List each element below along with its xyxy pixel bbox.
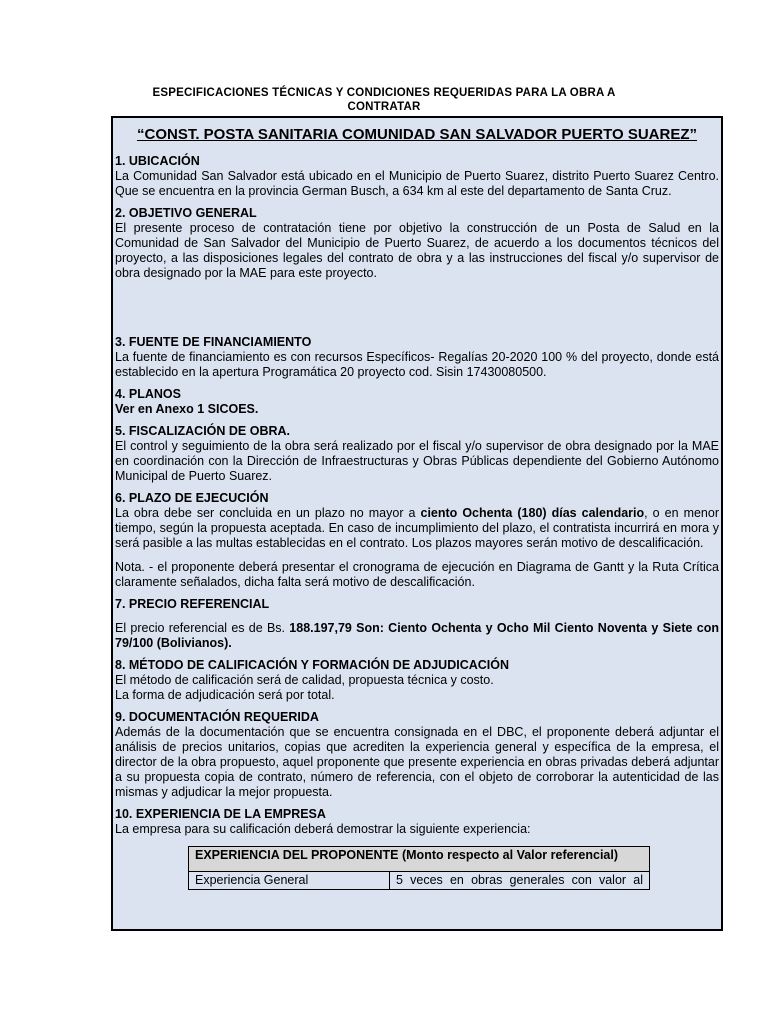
experience-value-word: valor xyxy=(598,873,627,887)
project-title-open-quote: “ xyxy=(136,126,145,143)
section-heading-fiscalizacion: 5. FISCALIZACIÓN DE OBRA. xyxy=(115,424,291,438)
experience-row-value xyxy=(390,872,650,890)
specifications-content xyxy=(115,126,719,890)
section-text-planos: Ver en Anexo 1 SICOES. xyxy=(115,402,259,416)
plazo-note: Nota. - el proponente deberá presentar el cronograma de ejecución en Diagrama de Gantt y la Ruta Crítica claramente señalados, dicha falta será motivo de descalificación. xyxy=(115,560,719,589)
section-heading-metodo: 8. MÉTODO DE CALIFICACIÓN Y FORMACIÓN DE ADJUDICACIÓN xyxy=(115,658,510,672)
section-heading-plazo: 6. PLAZO DE EJECUCIÓN xyxy=(115,491,269,505)
project-title-text: CONST. POSTA SANITARIA COMUNIDAD SAN SALVADOR PUERTO SUAREZ xyxy=(144,126,690,143)
specifications-frame xyxy=(111,116,723,931)
section-heading-ubicacion: 1. UBICACIÓN xyxy=(115,154,200,168)
plazo-text-part-a: La obra debe ser concluida en un plazo no mayor a xyxy=(115,506,421,520)
document-title: ESPECIFICACIONES TÉCNICAS Y CONDICIONES REQUERIDAS PARA LA OBRA A CONTRATAR xyxy=(152,87,616,113)
section-heading-financiamiento: 3. FUENTE DE FINANCIAMIENTO xyxy=(115,335,312,349)
precio-text-part-a: El precio referencial es de Bs. xyxy=(115,621,290,635)
precio-text-bold: 188.197,79 Son: Ciento Ochenta y Ocho Mil Ciento Noventa y Siete con 79/100 (Bolivianos). xyxy=(115,621,719,650)
section-heading-documentacion: 9. DOCUMENTACIÓN REQUERIDA xyxy=(115,710,319,724)
experience-value-word: obras xyxy=(471,873,503,887)
section-heading-planos: 4. PLANOS xyxy=(115,387,181,401)
experience-value-word: al xyxy=(633,873,643,887)
experience-value-word: generales xyxy=(509,873,565,887)
project-title xyxy=(115,126,719,144)
section-text-ubicacion: La Comunidad San Salvador está ubicado en el Municipio de Puerto Suarez, distrito Puerto Suarez Centro. Que se encuentra en la provincia German Busch, a 634 km al este del departamento de Santa Cruz. xyxy=(115,169,719,198)
plazo-text-bold: ciento Ochenta (180) días calendario xyxy=(420,506,645,520)
metodo-line-2: La forma de adjudicación será por total. xyxy=(115,688,335,702)
experience-row-value-text xyxy=(396,873,643,888)
experience-table-header: EXPERIENCIA DEL PROPONENTE (Monto respecto al Valor referencial) xyxy=(189,847,650,872)
experience-table xyxy=(188,846,650,890)
section-text-experiencia: La empresa para su calificación deberá demostrar la siguiente experiencia: xyxy=(115,822,531,836)
metodo-line-1: El método de calificación será de calidad, propuesta técnica y costo. xyxy=(115,673,494,687)
section-heading-precio: 7. PRECIO REFERENCIAL xyxy=(115,597,270,611)
section-text-plazo xyxy=(115,506,719,551)
experience-value-word: con xyxy=(571,873,592,887)
table-row xyxy=(189,872,650,890)
section-text-fiscalizacion: El control y seguimiento de la obra será realizado por el fiscal y/o supervisor de obra designado por la MAE en coordinación con la Dirección de Infraestructuras y Obras Públicas dependiente del Gobierno Autónomo Municipal de Puerto Suarez. xyxy=(115,439,719,483)
plazo-text-part-b: , o en menor tiempo, según la propuesta aceptada. En caso de incumplimiento del plazo, el contratista incurrirá en mora y será pasible a las multas establecidas en el contrato. Los plazos mayores serán motivo de descalificación. xyxy=(115,506,719,550)
section-text-precio xyxy=(115,621,719,651)
section-text-objetivo: El presente proceso de contratación tiene por objetivo la construcción de un Posta de Salud en la Comunidad de San Salvador del Municipio de Puerto Suarez, de acuerdo a los documentos técnicos del proyecto, a las disposiciones legales del contrato de obra y a las instrucciones del fiscal y/o supervisor de obra designado por la MAE para este proyecto. xyxy=(115,221,719,280)
experience-value-word: 5 xyxy=(396,873,403,887)
experience-value-word: en xyxy=(449,873,464,887)
section-heading-experiencia: 10. EXPERIENCIA DE LA EMPRESA xyxy=(115,807,326,821)
project-title-close-quote: ” xyxy=(689,126,698,143)
section-heading-objetivo: 2. OBJETIVO GENERAL xyxy=(115,206,257,220)
experience-row-label: Experiencia General xyxy=(189,872,390,890)
section-text-documentacion: Además de la documentación que se encuentra consignada en el DBC, el proponente deberá adjuntar el análisis de precios unitarios, copias que acrediten la experiencia general y específica de la empresa, el director de la obra propuesto, aquel proponente que presente experiencia en obras privadas deberá adjuntar a su propuesta copia de contrato, número de referencia, con el objeto de corroborar la autenticidad de las mismas y adjudicar la mejor propuesta. xyxy=(115,725,719,799)
experience-value-word: veces xyxy=(410,873,443,887)
experience-table-header-row xyxy=(189,847,650,872)
section-text-financiamiento: La fuente de financiamiento es con recursos Específicos- Regalías 20-2020 100 % del proyecto, donde está establecido en la apertura Programática 20 proyecto cod. Sisin 17430080500. xyxy=(115,350,719,379)
